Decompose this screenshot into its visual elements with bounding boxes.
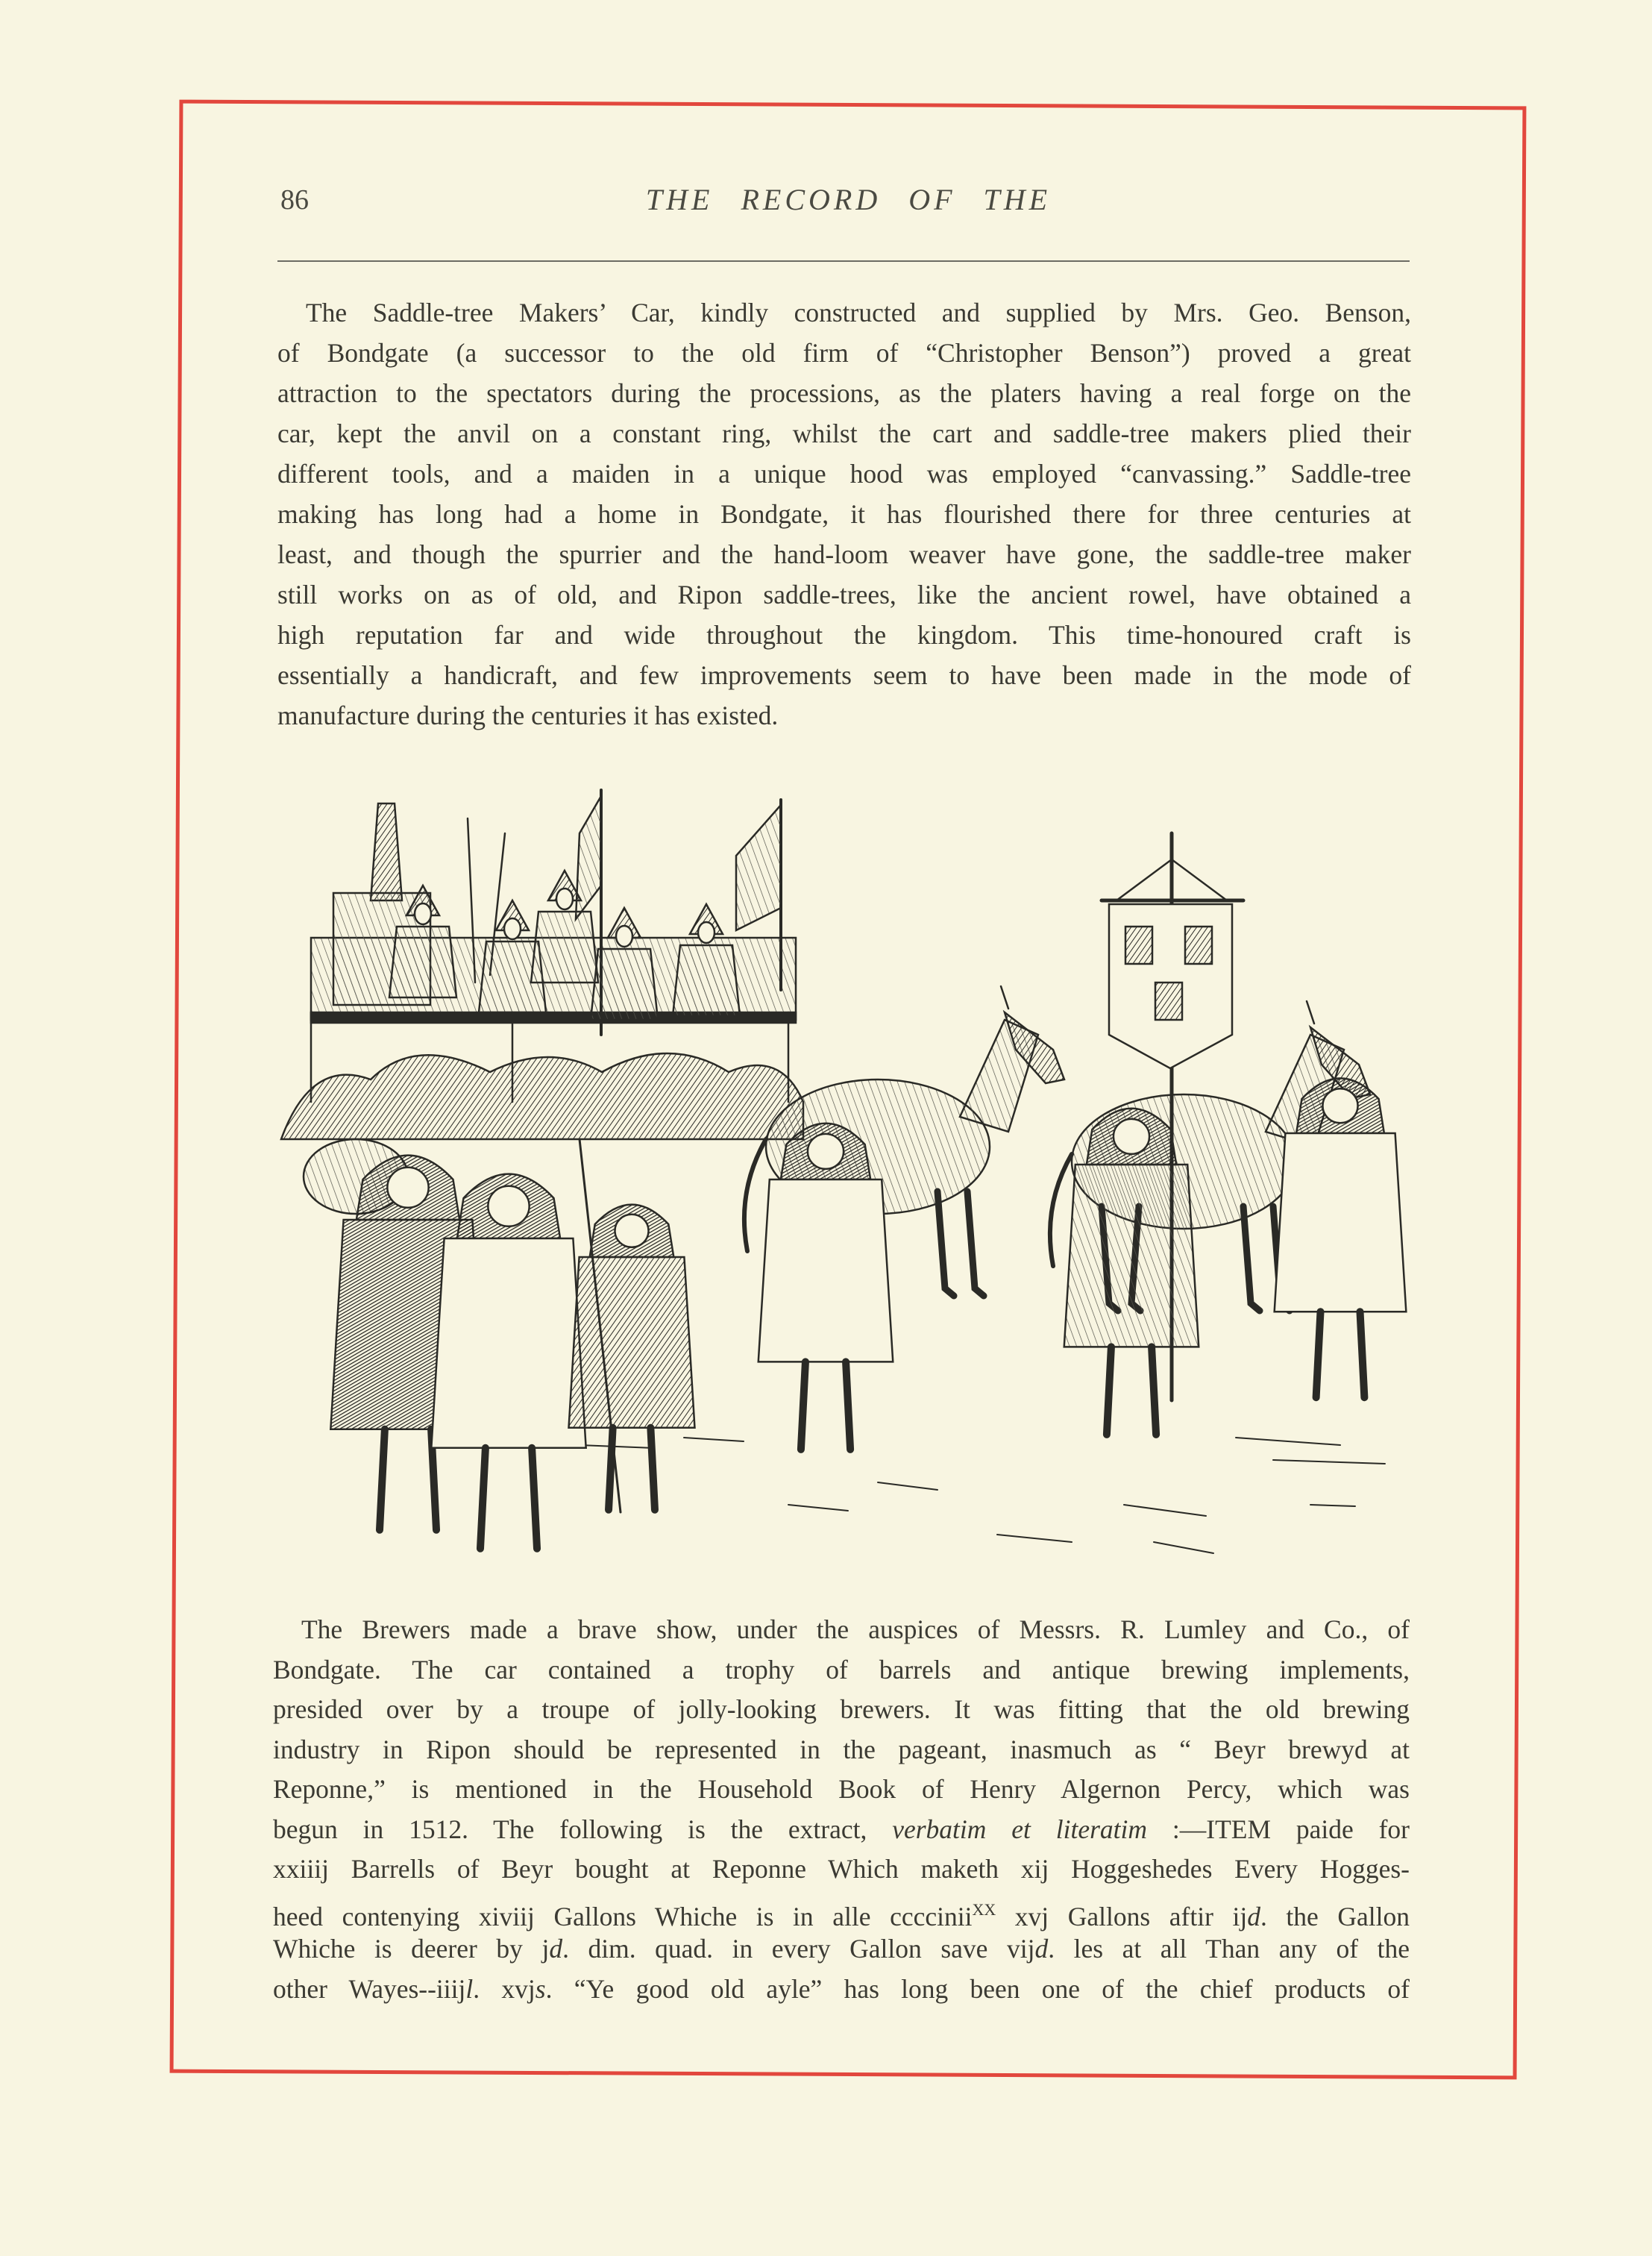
text-line [277, 413, 1411, 454]
text-line [273, 1730, 1410, 1770]
leg [480, 1448, 486, 1549]
text-line [273, 1929, 1410, 1970]
italic-text: l [465, 1973, 474, 2004]
text-segment: The Brewers made a brave show, under the auspices of Messrs. R. Lumley and Co., of [301, 1614, 1410, 1644]
text-segment: begun in 1512. The following is the extract, [273, 1814, 893, 1844]
text-line [277, 494, 1411, 534]
text-line [273, 1610, 1410, 1650]
face [387, 1168, 428, 1208]
text-line [273, 1650, 1410, 1691]
banner-emblem [1185, 927, 1212, 964]
face [504, 918, 521, 939]
horse-tail [1050, 1154, 1072, 1266]
text-line [273, 1890, 1410, 1930]
text-line [273, 1810, 1410, 1850]
text-segment: Whiche is deerer by j [273, 1934, 550, 1964]
ground-stroke [788, 1505, 848, 1511]
ground-strokes [580, 1438, 1385, 1553]
text-segment: of Bondgate (a successor to the old firm of “Christopher Benson”) proved a great [277, 338, 1411, 368]
leg [650, 1428, 655, 1510]
text-line [273, 1690, 1410, 1730]
face [1114, 1119, 1149, 1154]
text-segment: presided over by a troupe of jolly-looking brewers. It was fitting that the old brewing [273, 1694, 1410, 1724]
illustration-procession [266, 789, 1439, 1568]
text-segment: least, and though the spurrier and the hand-loom weaver have gone, the saddle-tree maker [277, 539, 1411, 569]
text-line [273, 1849, 1410, 1890]
text-segment: . les at all Than any of the [1048, 1934, 1410, 1964]
text-segment: different tools, and a maiden in a unique hood was employed “canvassing.” Saddle-tree [277, 459, 1411, 489]
car-greenery [281, 1053, 803, 1139]
text-line [273, 1970, 1410, 2010]
robe [1064, 1165, 1199, 1347]
face [1322, 1088, 1357, 1123]
paragraph-brewers [273, 1610, 1410, 2009]
text-segment: Reponne,” is mentioned in the Household Book of Henry Algernon Percy, which was [273, 1774, 1410, 1804]
text-segment: attraction to the spectators during the processions, as the platers having a real forge on the [277, 378, 1411, 408]
robe [759, 1179, 893, 1362]
text-segment: The Saddle-tree Makers’ Car, kindly constructed and supplied by Mrs. Geo. Benson, [306, 298, 1411, 328]
horse-leg [1243, 1206, 1260, 1311]
horse-leg [967, 1191, 984, 1296]
text-line [277, 695, 1411, 736]
text-line [277, 333, 1411, 373]
running-title: THE RECORD OF THE [645, 183, 1052, 216]
leg [380, 1429, 385, 1530]
ground-stroke [580, 1445, 654, 1448]
header-rule [277, 260, 1410, 262]
leg [846, 1362, 850, 1450]
face [616, 926, 632, 947]
face [698, 922, 714, 943]
leg [801, 1362, 805, 1450]
text-segment: essentially a handicraft, and few improvements seem to have been made in the mode of [277, 660, 1411, 690]
text-segment: :—ITEM paide for [1147, 1814, 1410, 1844]
text-segment: xxiiij Barrells of Beyr bought at Reponne Which maketh xij Hoggeshedes Every Hogges- [273, 1854, 1410, 1884]
text-line [277, 534, 1411, 574]
body [389, 927, 456, 997]
horse-ear [1001, 986, 1008, 1009]
ground-stroke [1310, 1505, 1355, 1506]
text-line [277, 454, 1411, 494]
robe [569, 1257, 695, 1428]
italic-text: verbatim et literatim [892, 1814, 1148, 1844]
text-segment: . the Gallon [1260, 1901, 1410, 1931]
body [591, 949, 658, 1020]
text-line [277, 574, 1411, 615]
italic-text: d [1034, 1934, 1049, 1964]
text-line [277, 292, 1411, 333]
leg [532, 1448, 537, 1549]
horse-leg [938, 1191, 954, 1296]
italic-text: d [549, 1934, 563, 1964]
text-segment: . xvj [473, 1973, 536, 2004]
horse-ear [1307, 1001, 1314, 1024]
text-segment: heed contenying xiviij Gallons Whiche is in alle ccccinii [273, 1901, 973, 1931]
page-number: 86 [280, 184, 309, 216]
ground-stroke [878, 1482, 938, 1490]
text-segment: car, kept the anvil on a constant ring, whilst the cart and saddle-tree makers plied their [277, 419, 1411, 448]
banner-emblem [1125, 927, 1152, 964]
horse-tail [744, 1139, 766, 1251]
face [808, 1134, 844, 1169]
paragraph-saddle-tree-makers [277, 292, 1411, 736]
face [615, 1215, 648, 1247]
face [556, 889, 573, 909]
face [415, 903, 431, 924]
robe [1275, 1133, 1407, 1312]
text-line [277, 373, 1411, 413]
ground-stroke [1236, 1438, 1340, 1445]
text-segment: manufacture during the centuries it has existed. [277, 701, 779, 730]
text-segment: . “Ye good old ayle” has long been one of the chief products of [545, 1973, 1410, 2004]
ground-stroke [1154, 1542, 1213, 1553]
superscript-text: XX [972, 1899, 996, 1919]
leg [1152, 1347, 1156, 1435]
hooded-figure-on-car [673, 904, 740, 1016]
body [673, 945, 740, 1016]
body [531, 912, 598, 983]
text-segment: other Wayes--iiij [273, 1973, 466, 2004]
ground-stroke [1124, 1505, 1206, 1516]
face [488, 1186, 529, 1226]
ground-stroke [684, 1438, 744, 1441]
text-segment: . dim. quad. in every Gallon save vij [562, 1934, 1035, 1964]
leg [1107, 1347, 1111, 1435]
text-segment: industry in Ripon should be represented in the pageant, inasmuch as “ Beyr brewyd at [273, 1734, 1410, 1764]
banner-emblem [1155, 983, 1182, 1020]
union-flag [736, 805, 781, 930]
text-line [273, 1770, 1410, 1810]
text-segment: still works on as of old, and Ripon saddle-trees, like the ancient rowel, have obtained a [277, 580, 1411, 610]
text-segment: Bondgate. The car contained a trophy of barrels and antique brewing implements, [273, 1654, 1410, 1685]
text-line [277, 615, 1411, 655]
ground-stroke [1273, 1460, 1385, 1464]
text-line [277, 655, 1411, 695]
saddle-tree-makers-car [281, 790, 803, 1214]
italic-text: d [1247, 1901, 1260, 1931]
ground-stroke [997, 1535, 1072, 1542]
page-boy-figure [569, 1205, 695, 1510]
leg [1316, 1312, 1321, 1397]
robe [431, 1238, 585, 1448]
leg [1360, 1312, 1364, 1397]
text-segment: making has long had a home in Bondgate, it has flourished there for three centuries at [277, 499, 1411, 529]
text-segment: high reputation far and wide throughout the kingdom. This time-honoured craft is [277, 620, 1411, 650]
forge-chimney [371, 803, 402, 900]
text-segment: xvj Gallons aftir ij [996, 1901, 1248, 1931]
italic-text: s [535, 1973, 546, 2004]
